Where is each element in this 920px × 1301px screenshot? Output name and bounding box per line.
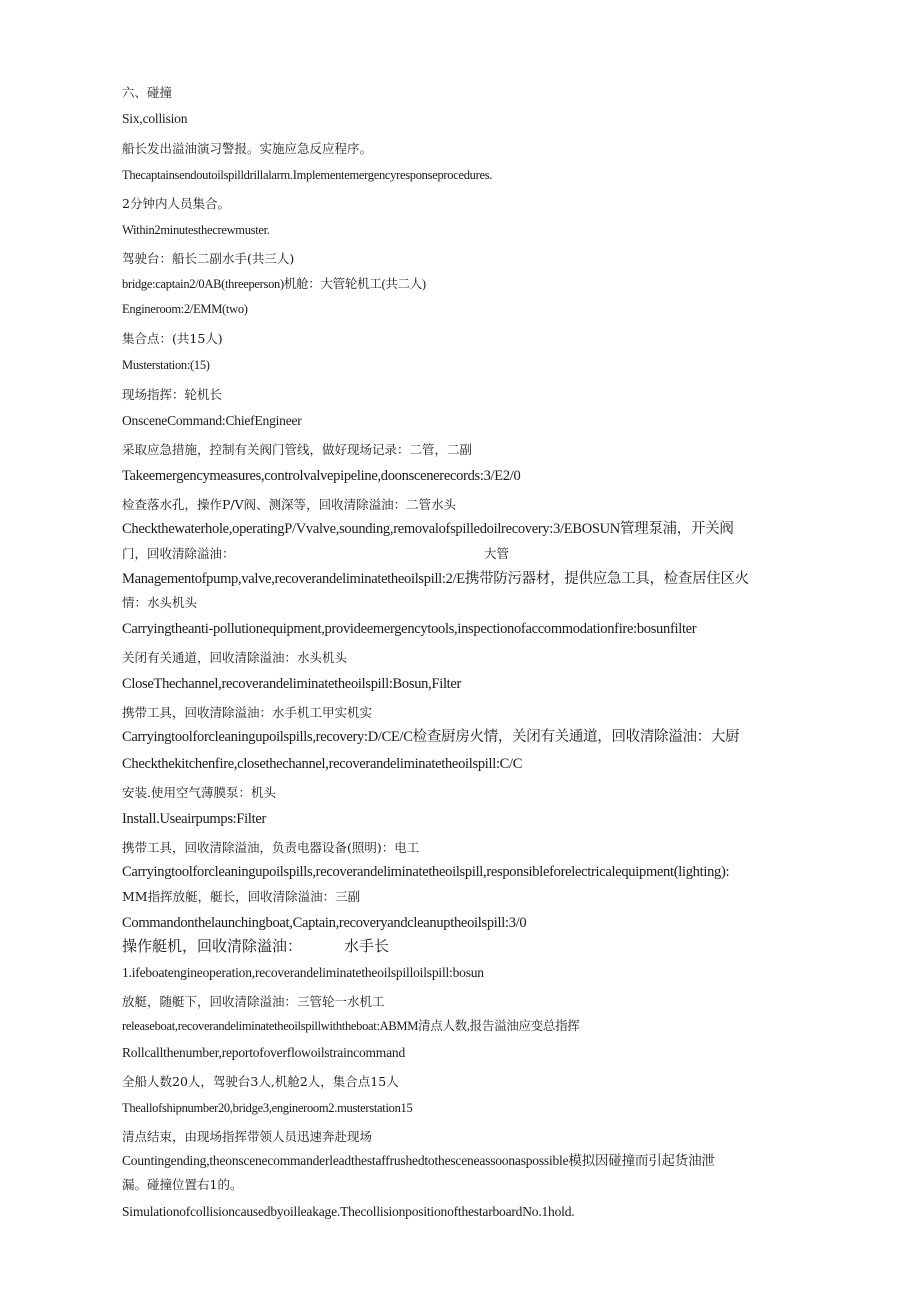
text-line: Install.Useairpumps:Filter [122, 811, 267, 827]
text-line: 携带工具，回收清除溢油：水手机工甲实机实 [122, 705, 373, 720]
text-line: 船长发出溢油演习警报。实施应急反应程序。 [122, 141, 373, 156]
text-line: Commandonthelaunchingboat,Captain,recoveryandcleanuptheoilspill:3/0 [122, 915, 527, 931]
text-line: CloseThechannel,recoverandeliminatetheoilspill:Bosun,Filter [122, 676, 462, 692]
text-line: 检查落水孔，操作P/V阀、测深等，回收清除溢油：二管水头 [122, 497, 457, 512]
text-line: 2分钟内人员集合。 [122, 196, 230, 211]
text-line: 携带工具，回收清除溢油，负责电器设备(照明)：电工 [122, 840, 420, 855]
text-fragment: 大管 [484, 546, 510, 561]
text-line: Carryingtoolforcleaningupoilspills,recovery:D/CE/C检查厨房火情，关闭有关通道，回收清除溢油：大厨 [122, 729, 740, 745]
text-line: Checkthekitchenfire,closethechannel,recoverandeliminatetheoilspill:C/C [122, 756, 523, 772]
section-heading-en: Six,collision [122, 111, 188, 126]
text-line: bridge:captain2/0AB(threeperson)机舱：大管轮机工(共二人) [122, 277, 426, 291]
text-line: 集合点：(共15人) [122, 331, 223, 346]
text-line: MM指挥放艇，艇长，回收清除溢油：三副 [122, 889, 361, 904]
text-line: 现场指挥：轮机长 [122, 387, 223, 402]
text-line: 安装.使用空气薄膜泵：机头 [122, 785, 276, 800]
text-line: 全船人数20人，驾驶台3人,机舱2人，集合点15人 [122, 1074, 399, 1089]
text-line: Carryingtheanti-pollutionequipment,provideemergencytools,inspectionofaccommodationfire:bosunfilter [122, 621, 697, 637]
text-line: releaseboat,recoverandeliminatetheoilspillwiththeboat:ABMM清点人数,报告溢油应变总指挥 [122, 1019, 580, 1033]
text-line: Managementofpump,valve,recoverandeliminatetheoilspill:2/E携带防污器材，提供应急工具，检查居住区火 [122, 571, 749, 587]
text-line [122, 937, 812, 955]
text-line: Musterstation:(15) [122, 358, 210, 372]
text-fragment: 水手长 [344, 937, 390, 955]
text-line: Theallofshipnumber20,bridge3,engineroom2.musterstation15 [122, 1101, 413, 1115]
text-line: Simulationofcollisioncausedbyoilleakage.ThecollisionpositionofthestarboardNo.1hold. [122, 1204, 575, 1219]
text-fragment: 门，回收清除溢油： [122, 546, 235, 561]
text-line: Engineroom:2/EMM(two) [122, 302, 248, 316]
section-heading: 六、碰撞 [122, 85, 173, 100]
text-line: 采取应急措施，控制有关阀门管线，做好现场记录：二管，二副 [122, 442, 473, 457]
text-fragment: 操作艇机，回收清除溢油： [122, 937, 303, 955]
text-line: 1.ifeboatengineoperation,recoverandeliminatetheoilspilloilspill:bosun [122, 965, 484, 980]
text-line: 清点结束，由现场指挥带领人员迅速奔赴现场 [122, 1129, 373, 1144]
text-line: 情：水头机头 [122, 595, 198, 610]
text-line [122, 545, 812, 563]
text-line: 放艇，随艇下，回收清除溢油：三管轮一水机工 [122, 994, 385, 1009]
text-line: Takeemergencymeasures,controlvalvepipeline,doonscenerecords:3/E2/0 [122, 468, 521, 484]
text-line: 漏。碰撞位置右1的。 [122, 1177, 243, 1192]
text-line: Thecaptainsendoutoilspilldrillalarm.Implementemergencyresponseprocedures. [122, 168, 493, 182]
text-line: Countingending,theonscenecommanderleadthestaffrushedtothesceneassoonaspossible模拟因碰撞而引起货油泄 [122, 1153, 715, 1168]
text-line: OnsceneCommand:ChiefEngineer [122, 413, 302, 428]
text-line: Within2minutesthecrewmuster. [122, 223, 270, 237]
text-line: Checkthewaterhole,operatingP/Vvalve,sounding,removalofspilledoilrecovery:3/EBOSUN管理泵浦，开关阀 [122, 521, 734, 537]
text-line: 驾驶台：船长二副水手(共三人) [122, 251, 295, 266]
text-line: Carryingtoolforcleaningupoilspills,recoverandeliminatetheoilspill,responsibleforelectricalequipment(lighting): [122, 864, 730, 880]
text-line: 关闭有关通道，回收清除溢油：水头机头 [122, 650, 348, 665]
text-line: Rollcallthenumber,reportofoverflowoilstraincommand [122, 1045, 405, 1060]
